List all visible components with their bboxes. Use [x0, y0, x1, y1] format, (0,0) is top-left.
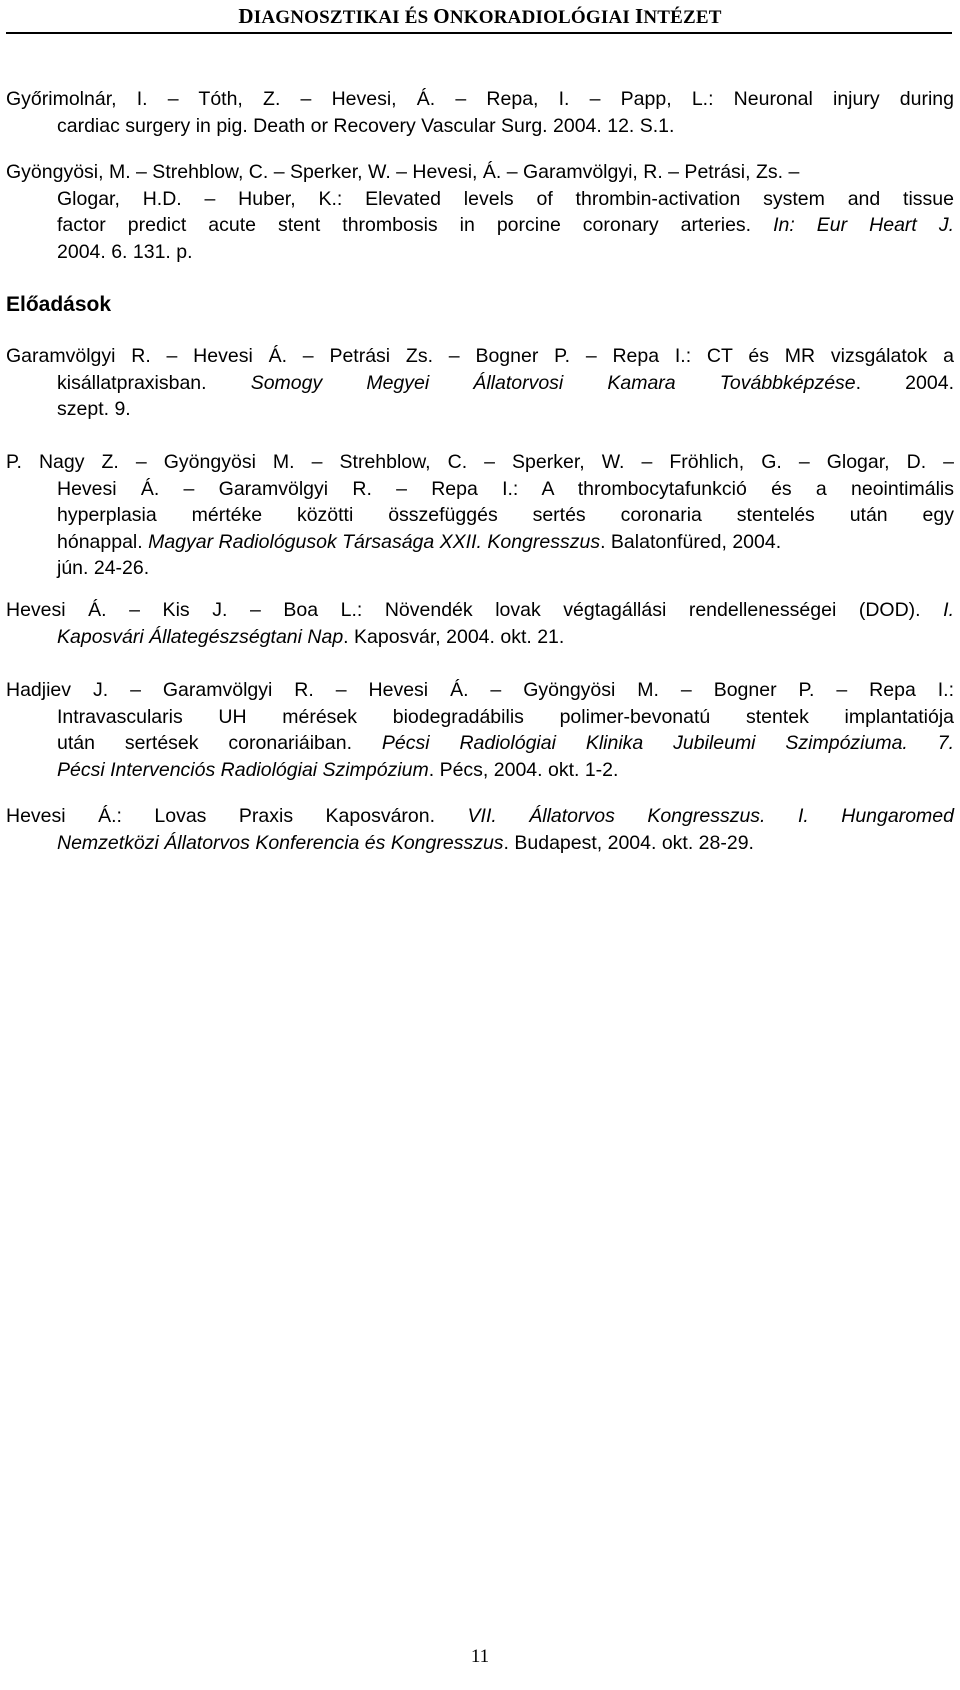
entry-line	[6, 186, 954, 213]
text-segment: kisállatpraxisban.	[57, 371, 251, 394]
entry-line	[6, 370, 954, 397]
header-text: I	[634, 4, 644, 28]
entry-line	[6, 830, 954, 857]
text-segment: P. Nagy Z. – Gyöngyösi M. – Strehblow, C. – Sperker, W. – Fröhlich, G. – Glogar, D. –	[6, 451, 954, 473]
text-segment: jún. 24-26.	[57, 557, 150, 579]
italic-text: I.	[943, 599, 954, 621]
entry-line	[6, 449, 954, 476]
text-segment: . Kaposvár, 2004. okt. 21.	[343, 625, 565, 648]
entry-line	[6, 502, 954, 529]
entry-line	[6, 396, 954, 423]
text-segment: szept. 9.	[57, 398, 131, 420]
text-segment: Hevesi Á.: Lovas Praxis Kaposváron.	[6, 805, 468, 827]
entry-line	[6, 597, 954, 624]
header-text: O	[433, 4, 450, 28]
italic-text: Pécsi Intervenciós Radiológiai Szimpózium	[57, 758, 429, 781]
text-segment: Győrimolnár, I. – Tóth, Z. – Hevesi, Á. – Repa, I. – Papp, L.: Neuronal injury during	[6, 88, 954, 110]
text-segment: Hevesi Á. – Kis J. – Boa L.: Növendék lovak végtagállási rendellenességei (DOD).	[6, 599, 944, 621]
text-segment: Garamvölgyi R. – Hevesi Á. – Petrási Zs. – Bogner P. – Repa I.: CT és MR vizsgálatok a	[6, 345, 954, 367]
entry-line	[6, 239, 954, 266]
entry-line	[6, 555, 954, 582]
text-segment: Hevesi Á. – Garamvölgyi R. – Repa I.: A thrombocytafunkció és a neointimális	[57, 477, 954, 500]
entry-hevesi-lovas	[6, 803, 954, 856]
text-segment: Gyöngyösi, M. – Strehblow, C. – Sperker, W. – Hevesi, Á. – Garamvölgyi, R. – Petrási, Zs. –	[6, 161, 800, 183]
text-segment: . Budapest, 2004. okt. 28-29.	[503, 831, 754, 854]
text-segment: Glogar, H.D. – Huber, K.: Elevated levels of thrombin-activation system and tissue	[57, 187, 954, 210]
entry-hadjiev	[6, 677, 954, 783]
entry-gyorimolnar	[6, 86, 954, 139]
entry-line	[6, 343, 954, 370]
italic-text: Pécsi Radiológiai Klinika Jubileumi Szimpóziuma. 7.	[381, 732, 955, 754]
running-header	[0, 4, 960, 29]
section-heading: Előadások	[6, 293, 112, 316]
header-text: IAGNOSZTIKAI ÉS	[253, 7, 434, 28]
text-segment: . Balatonfüred, 2004.	[600, 530, 782, 553]
entry-nagy	[6, 449, 954, 582]
italic-text: In: Eur Heart J.	[773, 214, 954, 236]
italic-text: Somogy Megyei Állatorvosi Kamara Továbbképzése	[250, 371, 856, 394]
entry-gyongyosi	[6, 159, 954, 265]
text-segment: . Pécs, 2004. okt. 1-2.	[428, 758, 619, 781]
text-segment: cardiac surgery in pig. Death or Recovery Vascular Surg. 2004. 12. S.1.	[57, 114, 675, 137]
text-segment: Intravascularis UH mérések biodegradábilis polimer-bevonatú stentek implantatiója	[57, 705, 954, 728]
italic-text: Nemzetközi Állatorvos Konferencia és Kongresszus	[57, 831, 504, 854]
entry-line	[6, 624, 954, 651]
entry-line	[6, 730, 954, 757]
entry-line	[6, 757, 954, 784]
text-segment: factor predict acute stent thrombosis in porcine coronary arteries.	[57, 214, 774, 236]
page-number: 11	[470, 1646, 490, 1667]
entry-line	[6, 113, 954, 140]
text-segment: 2004. 6. 131. p.	[57, 240, 193, 263]
text-segment: hyperplasia mértéke közötti összefüggés sertés coronaria stentelés után egy	[57, 504, 954, 526]
italic-text: Kaposvári Állategészségtani Nap	[57, 625, 344, 648]
entry-line	[6, 212, 954, 239]
italic-text: Magyar Radiológusok Társasága XXII. Kongresszus	[148, 530, 601, 553]
header-text: NTÉZET	[643, 7, 722, 28]
text-segment: után sertések coronariáiban.	[57, 732, 382, 754]
entry-line	[6, 476, 954, 503]
entry-hevesi-kis	[6, 597, 954, 650]
entry-line	[6, 704, 954, 731]
header-rule	[6, 32, 952, 34]
text-segment: . 2004.	[855, 371, 954, 394]
entry-line	[6, 529, 954, 556]
entry-line	[6, 677, 954, 704]
entry-garamvolgyi	[6, 343, 954, 423]
entry-line	[6, 86, 954, 113]
entry-line	[6, 159, 954, 186]
entry-line	[6, 803, 954, 830]
text-segment: hónappal.	[57, 530, 149, 553]
italic-text: VII. Állatorvos Kongresszus. I. Hungaromed	[467, 805, 954, 827]
header-text: NKORADIOLÓGIAI	[449, 7, 635, 28]
header-text: D	[238, 4, 254, 28]
text-segment: Hadjiev J. – Garamvölgyi R. – Hevesi Á. – Gyöngyösi M. – Bogner P. – Repa I.:	[6, 679, 954, 701]
